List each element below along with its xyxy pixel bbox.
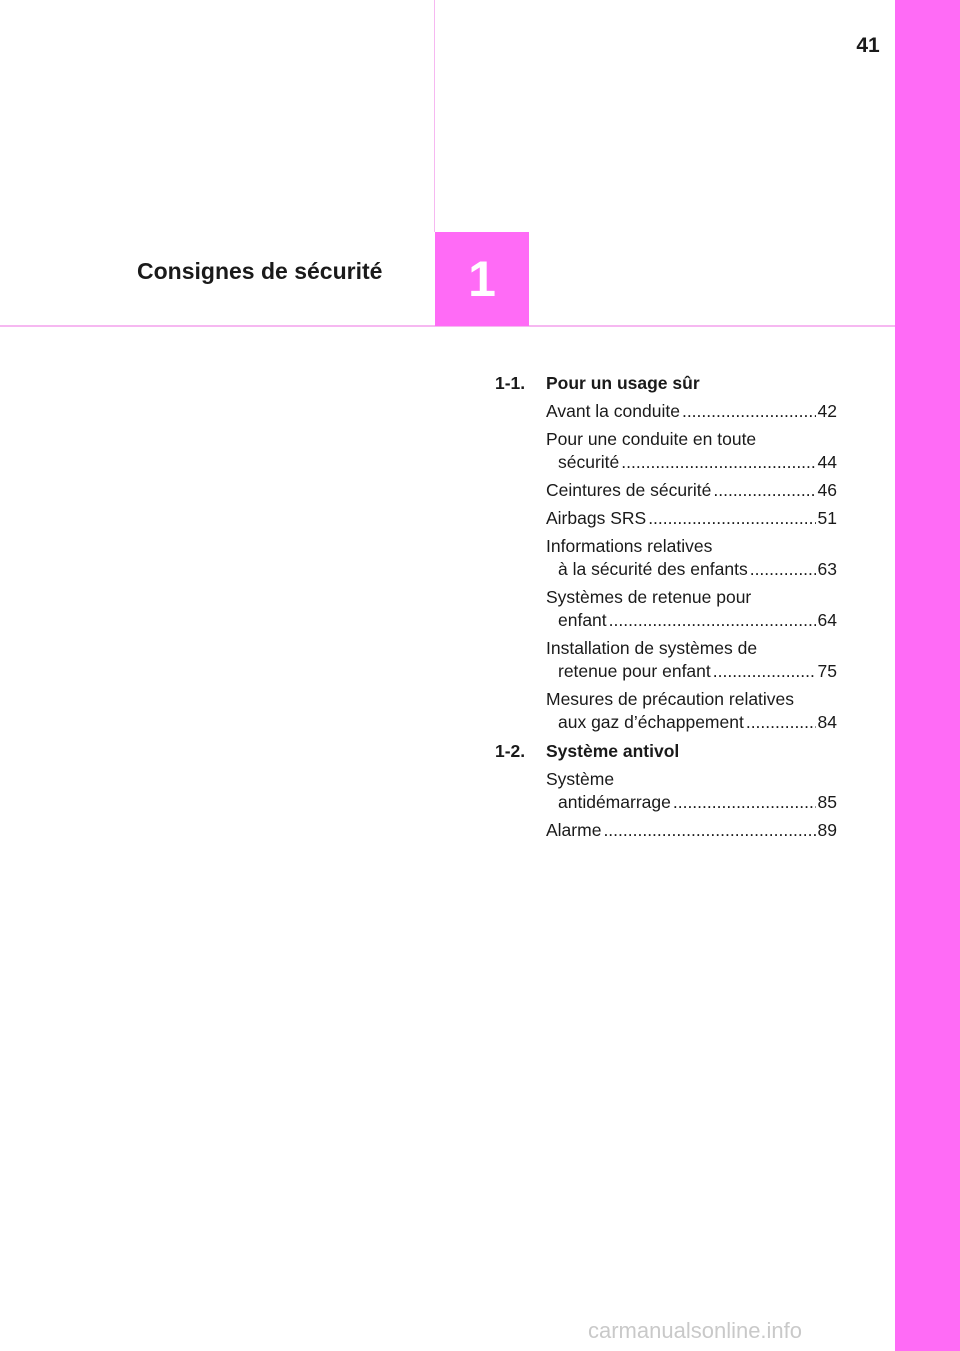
vertical-rule [434, 0, 435, 232]
dot-leader [682, 400, 816, 423]
toc-section-title: Pour un usage sûr [546, 373, 700, 393]
page-number: 41 [856, 34, 880, 57]
toc-entry-label: Informations relatives [546, 536, 713, 556]
toc-entry-label: Systèmes de retenue pour [546, 587, 752, 607]
toc-entry-label-cont: sécurité [558, 452, 620, 472]
toc-entry-page: 84 [817, 712, 837, 732]
toc-section-1-2 [495, 740, 837, 763]
toc-entry-label: Alarme [546, 820, 602, 840]
chapter-side-tab [895, 0, 960, 1351]
dot-leader [713, 479, 815, 502]
toc-section-number: 1-1. [495, 373, 526, 393]
toc-entry[interactable] [546, 819, 837, 842]
chapter-number: 1 [468, 251, 496, 307]
toc-entry-label-cont: enfant [558, 610, 607, 630]
toc-entry-page: 85 [817, 792, 837, 812]
toc-entry-page: 75 [817, 661, 837, 681]
toc-entry[interactable] [546, 637, 837, 683]
toc-entry[interactable] [546, 507, 837, 530]
toc-entry-page: 89 [817, 820, 837, 840]
dot-leader [621, 451, 815, 474]
dot-leader [750, 558, 816, 581]
toc-entry[interactable] [546, 586, 837, 632]
dot-leader [648, 507, 815, 530]
chapter-number-box [435, 232, 529, 326]
table-of-contents [495, 372, 837, 847]
toc-entry[interactable] [546, 428, 837, 474]
toc-entry-label: Ceintures de sécurité [546, 480, 712, 500]
toc-section-title: Système antivol [546, 741, 680, 761]
toc-entry-page: 63 [817, 559, 837, 579]
toc-entry-label: Mesures de précaution relatives [546, 689, 795, 709]
dot-leader [673, 791, 816, 814]
toc-entry-label: Pour une conduite en toute [546, 429, 757, 449]
toc-entry-page: 51 [817, 508, 837, 528]
toc-entry[interactable] [546, 768, 837, 814]
dot-leader [713, 660, 816, 683]
toc-entry-page: 64 [817, 610, 837, 630]
toc-entry-label: Avant la conduite [546, 401, 680, 421]
toc-entry[interactable] [546, 400, 837, 423]
toc-entry-label-cont: aux gaz d’échappement [558, 712, 744, 732]
toc-entry-label: Installation de systèmes de [546, 638, 758, 658]
toc-entry-label-cont: à la sécurité des enfants [558, 559, 748, 579]
toc-entry-label-cont: antidémarrage [558, 792, 671, 812]
toc-entry-label: Airbags SRS [546, 508, 647, 528]
toc-entry[interactable] [546, 479, 837, 502]
watermark: carmanualsonline.info [588, 1318, 803, 1343]
toc-entry-label: Système [546, 769, 615, 789]
toc-entry-label-cont: retenue pour enfant [558, 661, 711, 681]
toc-section-number: 1-2. [495, 741, 526, 761]
toc-entry[interactable] [546, 535, 837, 581]
toc-section-1-1 [495, 372, 837, 395]
toc-entry-page: 46 [817, 480, 837, 500]
dot-leader [609, 609, 816, 632]
toc-entry[interactable] [546, 688, 837, 734]
toc-entry-page: 42 [817, 401, 837, 421]
dot-leader [603, 819, 815, 842]
chapter-title: Consignes de sécurité [137, 258, 383, 284]
toc-entry-page: 44 [817, 452, 837, 472]
dot-leader [746, 711, 816, 734]
